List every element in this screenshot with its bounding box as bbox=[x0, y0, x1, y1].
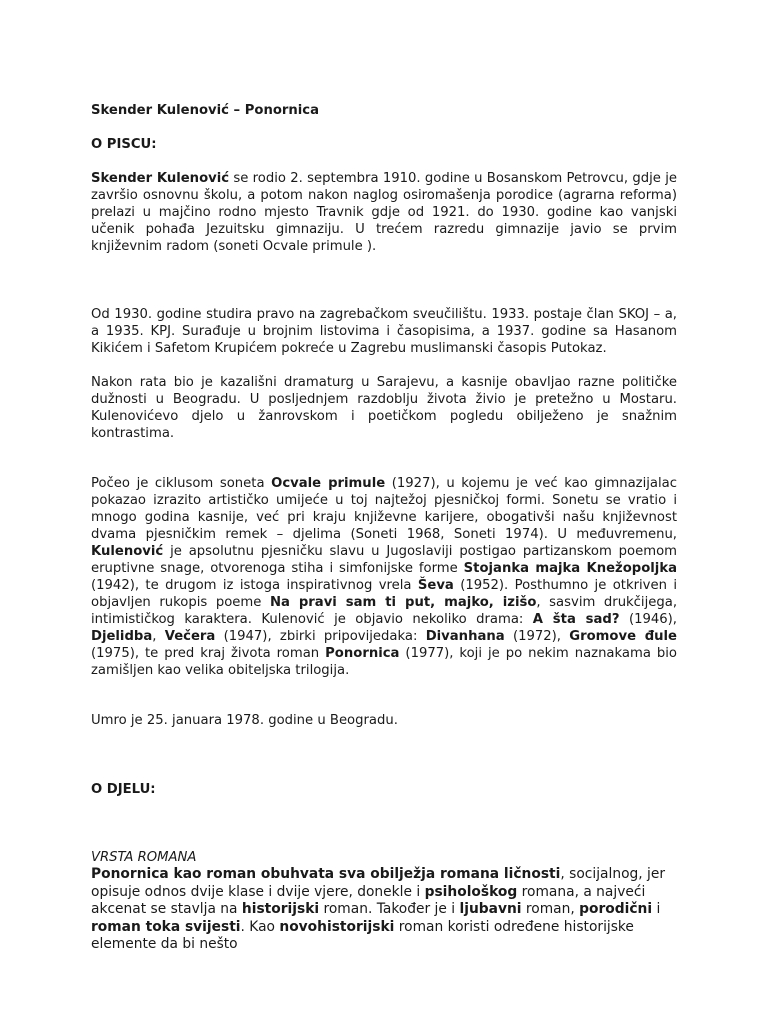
body-text: i bbox=[652, 901, 661, 917]
postwar-paragraph: Nakon rata bio je kazališni dramaturg u Sarajevu, a kasnije obavljao razne političke dužnosti u Beogradu. U posljednjem razdoblju života živio je pretežno u Mostaru. Kulenovićevo djelo u žanrovskom i poetičkom pogledu obilježeno je snažnim kontrastima. bbox=[91, 375, 677, 441]
bold-text: Divanhana bbox=[425, 629, 505, 644]
death-paragraph: Umro je 25. januara 1978. godine u Beogradu. bbox=[91, 713, 398, 728]
body-text: (1927), u kojemu je već kao gimnazijalac pokazao izrazito artističko umijeće u toj najtežoj pjesničkoj formi. Sonetu se vratio i mnogo godina kasnije, već pri kraju književne karijere, obogativši našu književnost dvama pjesničkim remek – djelima (Soneti 1968, Soneti 1974). U međuvremenu, bbox=[91, 476, 677, 542]
novel-type-label bbox=[91, 849, 677, 866]
body-text: romana, a najveći akcenat se stavlja na bbox=[91, 883, 646, 917]
body-text: roman koristi određene historijske elemente da bi nešto bbox=[91, 918, 634, 952]
body-text: (1977), koji je po nekim naznakama bio zamišljen kao velika obiteljska trilogija. bbox=[91, 646, 677, 678]
author-bio-paragraph bbox=[91, 170, 677, 255]
body-text: (1946), bbox=[619, 612, 677, 627]
body-text: je apsolutnu pjesničku slavu u Jugoslaviji postigao partizanskom poemom eruptivne snage, otvorenoga stiha i simfonijske forme bbox=[91, 544, 677, 576]
body-text: (1947), zbirki pripovijedaka: bbox=[215, 629, 426, 644]
about-work-heading: O DJELU: bbox=[91, 782, 156, 797]
bold-text: Ponornica kao roman obuhvata sva obilježja romana ličnosti bbox=[91, 866, 561, 882]
document-title: Skender Kulenović – Ponornica bbox=[91, 103, 320, 118]
education-paragraph: Od 1930. godine studira pravo na zagrebačkom sveučilištu. 1933. postaje član SKOJ – a, a 1935. KPJ. Surađuje u brojnim listovima i časopisima, a 1937. godine sa Hasanom Kikićem i Safetom Krupićem pokreće u Zagrebu muslimanski časopis Putokaz. bbox=[91, 307, 677, 356]
body-text: , socijalnog, jer opisuje odnos dvije klase i dvije vjere, donekle i bbox=[91, 866, 666, 900]
about-author-heading: O PISCU: bbox=[91, 137, 157, 152]
bold-text: Kulenović bbox=[91, 544, 164, 559]
body-text: , bbox=[152, 629, 165, 644]
body-text: (1952). Posthumno je otkriven i objavljen rukopis poeme bbox=[91, 578, 677, 610]
body-text: roman. Također je i bbox=[319, 901, 460, 917]
body-text: (1975), te pred kraj života roman bbox=[91, 646, 326, 661]
bold-text: Stojanka majka Knežopoljka bbox=[463, 561, 677, 576]
bold-text: Večera bbox=[164, 629, 216, 644]
bold-text: Na pravi sam ti put, majko, izišo bbox=[269, 595, 537, 610]
body-text: (1972), bbox=[504, 629, 570, 644]
novel-type-paragraph bbox=[91, 866, 677, 954]
body-text: (1942), te drugom iz istoga inspirativnog vrela bbox=[91, 578, 418, 593]
body-text: se rodio 2. septembra 1910. godine u Bosanskom Petrovcu, gdje je završio osnovnu školu, a potom nakon naglog osiromašenja porodice (agrarna reforma) prelazi u majčino rodno mjesto Travnik gdje od 1921. do 1930. godine kao vanjski učenik pohađa Jezuitsku gimnaziju. U trećem razredu gimnazije javio se prvim književnim radom (soneti Ocvale primule ). bbox=[91, 171, 677, 254]
bold-text: historijski bbox=[241, 901, 320, 917]
bold-text: Djelidba bbox=[91, 629, 153, 644]
bold-text: A šta sad? bbox=[532, 612, 620, 627]
bold-text: novohistorijski bbox=[279, 918, 395, 935]
bold-text: porodični bbox=[579, 901, 653, 917]
bold-text: Skender Kulenović bbox=[91, 171, 230, 186]
bold-text: Ševa bbox=[417, 578, 454, 593]
bold-text: ljubavni bbox=[459, 901, 522, 917]
bold-text: psihološkog bbox=[424, 883, 518, 900]
body-text: . Kao bbox=[240, 918, 280, 935]
bold-text: roman toka svijesti bbox=[91, 918, 241, 935]
bold-text: Ocvale primule bbox=[271, 476, 386, 491]
body-text: roman, bbox=[521, 901, 580, 917]
bold-text: Ponornica bbox=[325, 646, 400, 661]
body-text: , sasvim drukčijega, intimističkog karaktera. Kulenović je objavio nekoliko drama: bbox=[91, 595, 678, 627]
body-text: Počeo je ciklusom soneta bbox=[91, 476, 272, 491]
italic-label: VRSTA ROMANA bbox=[91, 850, 197, 865]
works-paragraph bbox=[91, 475, 677, 679]
bold-text: Gromove đule bbox=[569, 629, 677, 644]
